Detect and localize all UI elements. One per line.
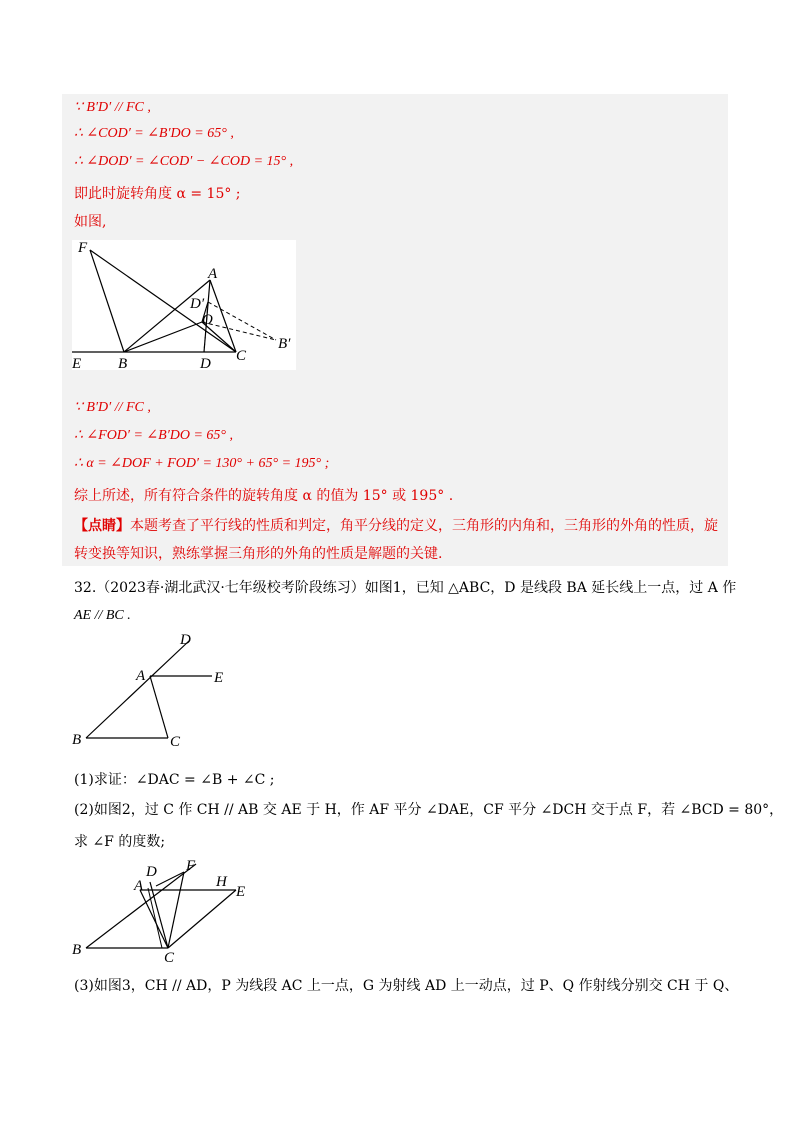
fig1-label-O: O — [202, 312, 213, 328]
comment-line-1 — [74, 516, 718, 536]
part-2-line-1: (2)如图2，过 C 作 CH // AB 交 AE 于 H，作 AF 平分 ∠DAE，CF 平分 ∠DCH 交于点 F，若 ∠BCD = 80°， — [74, 802, 784, 818]
fig1-label-D: D — [200, 356, 211, 370]
rotation-figure — [72, 240, 296, 374]
question-line-2: AE // BC . — [74, 608, 131, 623]
fig2-label-A: A — [136, 668, 146, 684]
solution-line-2: ∴ ∠COD′ = ∠B′DO = 65° , — [74, 126, 234, 141]
comment-line-2: 转变换等知识，熟练掌握三角形的外角的性质是解题的关键. — [74, 546, 443, 562]
fig3-label-H: H — [216, 874, 227, 890]
fig1-label-F: F — [78, 240, 88, 256]
part-3: (3)如图3，CH // AD，P 为线段 AC 上一点，G 为射线 AD 上一动点，过 P、Q 作射线分别交 CH 于 Q、 — [74, 978, 739, 994]
fig1-label-C: C — [236, 348, 247, 364]
solution-line-7: ∴ ∠FOD′ = ∠B′DO = 65° , — [74, 428, 234, 443]
rotation-figure-svg — [72, 240, 296, 370]
part-2-line-2: 求 ∠F 的度数; — [74, 834, 166, 850]
triangle-figure-2 — [72, 854, 262, 968]
comment-text-1: 本题考查了平行线的性质和判定，角平分线的定义，三角形的内角和，三角形的外角的性质，旋 — [130, 518, 718, 534]
fig3-label-E: E — [236, 884, 246, 900]
fig1-label-A: A — [208, 266, 218, 282]
solution-line-4: 即此时旋转角度 α = 15° ; — [74, 186, 241, 202]
solution-line-3: ∴ ∠DOD′ = ∠COD′ − ∠COD = 15° , — [74, 154, 294, 169]
triangle-figure-2-svg — [72, 854, 262, 964]
fig3-label-D: D — [146, 864, 157, 880]
solution-line-9: 综上所述，所有符合条件的旋转角度 α 的值为 15° 或 195° . — [74, 488, 454, 504]
triangle-figure-1 — [72, 630, 242, 754]
solution-line-6: ∵ B′D′ // FC , — [74, 400, 151, 415]
solution-line-1: ∵ B′D′ // FC , — [74, 100, 151, 115]
fig2-label-E: E — [214, 670, 224, 686]
triangle-figure-1-svg — [72, 630, 242, 750]
fig1-label-Bprime: B′ — [278, 336, 291, 352]
fig1-label-Dprime: D′ — [190, 296, 205, 312]
part-1: (1)求证：∠DAC = ∠B + ∠C ; — [74, 772, 275, 788]
question-line-1: 32.（2023春·湖北武汉·七年级校考阶段练习）如图1，已知 △ABC，D 是线段 BA 延长线上一点，过 A 作 — [74, 580, 737, 596]
fig2-label-B: B — [72, 732, 82, 748]
fig3-label-F: F — [186, 858, 196, 874]
fig3-label-A: A — [134, 878, 144, 894]
comment-tag: 【点睛】 — [74, 518, 130, 534]
fig3-label-C: C — [164, 950, 175, 964]
solution-line-8: ∴ α = ∠DOF + FOD′ = 130° + 65° = 195° ; — [74, 456, 330, 471]
solution-line-5: 如图, — [74, 214, 107, 230]
fig1-label-E: E — [72, 356, 82, 370]
fig1-label-B: B — [118, 356, 128, 370]
fig3-label-B: B — [72, 942, 82, 958]
fig2-label-C: C — [170, 734, 181, 750]
fig2-label-D: D — [180, 632, 191, 648]
